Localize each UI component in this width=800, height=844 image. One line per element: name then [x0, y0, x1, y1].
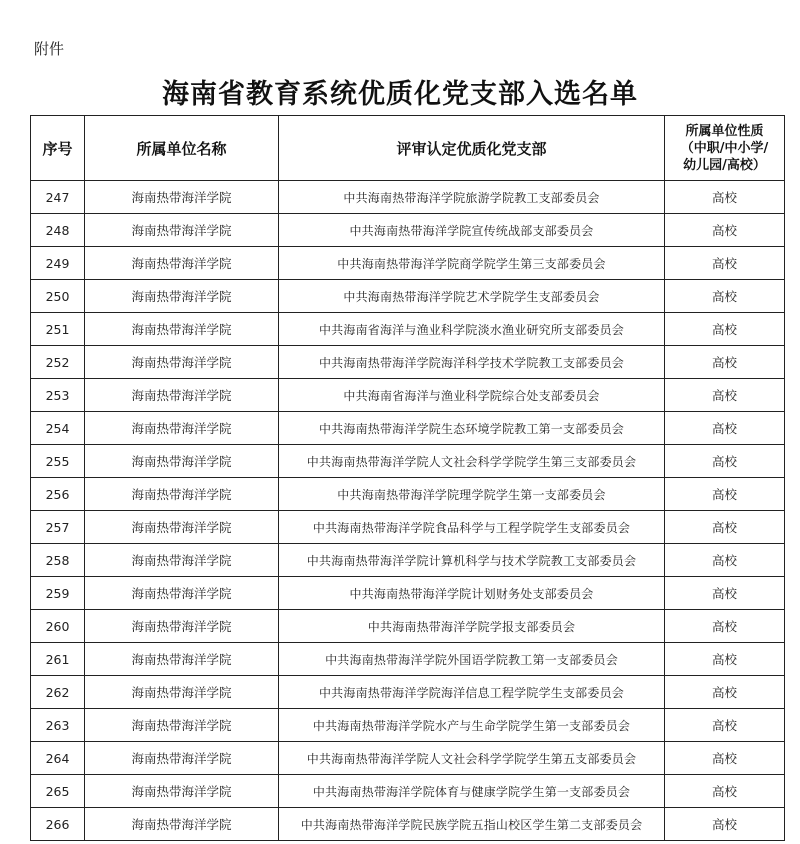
cell-unit: 海南热带海洋学院	[85, 379, 279, 412]
cell-branch: 中共海南热带海洋学院民族学院五指山校区学生第二支部委员会	[279, 808, 665, 841]
header-unit-type-line3: 幼儿园/高校）	[683, 157, 766, 173]
cell-seq: 258	[31, 544, 85, 577]
cell-unit-type: 高校	[665, 808, 785, 841]
table-row	[31, 346, 785, 379]
table-row	[31, 610, 785, 643]
cell-unit-type: 高校	[665, 412, 785, 445]
cell-seq: 247	[31, 181, 85, 214]
cell-unit-type: 高校	[665, 478, 785, 511]
cell-unit: 海南热带海洋学院	[85, 346, 279, 379]
cell-unit: 海南热带海洋学院	[85, 808, 279, 841]
table-row	[31, 247, 785, 280]
table-row	[31, 511, 785, 544]
cell-unit: 海南热带海洋学院	[85, 742, 279, 775]
table-row	[31, 643, 785, 676]
cell-seq: 249	[31, 247, 85, 280]
cell-branch: 中共海南热带海洋学院商学院学生第三支部委员会	[279, 247, 665, 280]
cell-branch: 中共海南热带海洋学院水产与生命学院学生第一支部委员会	[279, 709, 665, 742]
cell-seq: 266	[31, 808, 85, 841]
cell-branch: 中共海南热带海洋学院人文社会科学学院学生第三支部委员会	[279, 445, 665, 478]
cell-unit-type: 高校	[665, 610, 785, 643]
cell-unit-type: 高校	[665, 742, 785, 775]
selection-list-table	[30, 115, 785, 841]
cell-seq: 255	[31, 445, 85, 478]
cell-branch: 中共海南热带海洋学院海洋科学技术学院教工支部委员会	[279, 346, 665, 379]
cell-branch: 中共海南热带海洋学院理学院学生第一支部委员会	[279, 478, 665, 511]
cell-seq: 250	[31, 280, 85, 313]
document-title: 海南省教育系统优质化党支部入选名单	[162, 79, 638, 110]
cell-branch: 中共海南热带海洋学院计划财务处支部委员会	[279, 577, 665, 610]
cell-branch: 中共海南热带海洋学院外国语学院教工第一支部委员会	[279, 643, 665, 676]
table-row	[31, 742, 785, 775]
cell-seq: 263	[31, 709, 85, 742]
cell-branch: 中共海南热带海洋学院海洋信息工程学院学生支部委员会	[279, 676, 665, 709]
cell-branch: 中共海南省海洋与渔业科学院淡水渔业研究所支部委员会	[279, 313, 665, 346]
cell-unit-type: 高校	[665, 643, 785, 676]
cell-unit-type: 高校	[665, 313, 785, 346]
header-seq: 序号	[31, 116, 85, 181]
header-unit: 所属单位名称	[85, 116, 279, 181]
cell-unit-type: 高校	[665, 676, 785, 709]
table-row	[31, 181, 785, 214]
cell-unit: 海南热带海洋学院	[85, 313, 279, 346]
cell-unit: 海南热带海洋学院	[85, 544, 279, 577]
table-row	[31, 775, 785, 808]
cell-unit-type: 高校	[665, 709, 785, 742]
cell-unit: 海南热带海洋学院	[85, 445, 279, 478]
cell-unit: 海南热带海洋学院	[85, 280, 279, 313]
attachment-label: 附件	[34, 40, 65, 58]
cell-unit: 海南热带海洋学院	[85, 610, 279, 643]
cell-seq: 262	[31, 676, 85, 709]
header-branch: 评审认定优质化党支部	[279, 116, 665, 181]
cell-branch: 中共海南热带海洋学院艺术学院学生支部委员会	[279, 280, 665, 313]
cell-unit-type: 高校	[665, 379, 785, 412]
cell-branch: 中共海南省海洋与渔业科学院综合处支部委员会	[279, 379, 665, 412]
header-unit-type-line1: 所属单位性质	[685, 123, 764, 139]
cell-seq: 265	[31, 775, 85, 808]
header-unit-type	[665, 116, 785, 181]
cell-unit-type: 高校	[665, 214, 785, 247]
cell-seq: 252	[31, 346, 85, 379]
table-header-row	[31, 116, 785, 181]
cell-unit-type: 高校	[665, 445, 785, 478]
cell-unit-type: 高校	[665, 280, 785, 313]
cell-unit-type: 高校	[665, 346, 785, 379]
table-row	[31, 544, 785, 577]
cell-seq: 253	[31, 379, 85, 412]
table-row	[31, 214, 785, 247]
cell-seq: 254	[31, 412, 85, 445]
table-row	[31, 577, 785, 610]
cell-unit: 海南热带海洋学院	[85, 676, 279, 709]
cell-unit: 海南热带海洋学院	[85, 412, 279, 445]
table-row	[31, 313, 785, 346]
cell-seq: 248	[31, 214, 85, 247]
table-row	[31, 808, 785, 841]
cell-unit: 海南热带海洋学院	[85, 214, 279, 247]
cell-unit: 海南热带海洋学院	[85, 247, 279, 280]
cell-seq: 264	[31, 742, 85, 775]
cell-unit-type: 高校	[665, 544, 785, 577]
cell-branch: 中共海南热带海洋学院宣传统战部支部委员会	[279, 214, 665, 247]
table-row	[31, 280, 785, 313]
table-row	[31, 709, 785, 742]
cell-seq: 260	[31, 610, 85, 643]
cell-unit-type: 高校	[665, 247, 785, 280]
cell-unit-type: 高校	[665, 577, 785, 610]
cell-branch: 中共海南热带海洋学院旅游学院教工支部委员会	[279, 181, 665, 214]
cell-seq: 256	[31, 478, 85, 511]
cell-unit: 海南热带海洋学院	[85, 709, 279, 742]
cell-unit: 海南热带海洋学院	[85, 511, 279, 544]
table-row	[31, 676, 785, 709]
cell-branch: 中共海南热带海洋学院生态环境学院教工第一支部委员会	[279, 412, 665, 445]
header-unit-type-line2: （中职/中小学/	[680, 140, 769, 156]
cell-seq: 261	[31, 643, 85, 676]
cell-seq: 257	[31, 511, 85, 544]
cell-unit: 海南热带海洋学院	[85, 577, 279, 610]
table-row	[31, 412, 785, 445]
cell-unit-type: 高校	[665, 775, 785, 808]
table-row	[31, 478, 785, 511]
cell-unit-type: 高校	[665, 181, 785, 214]
cell-unit: 海南热带海洋学院	[85, 775, 279, 808]
cell-branch: 中共海南热带海洋学院计算机科学与技术学院教工支部委员会	[279, 544, 665, 577]
table-row	[31, 445, 785, 478]
cell-unit: 海南热带海洋学院	[85, 643, 279, 676]
cell-unit-type: 高校	[665, 511, 785, 544]
cell-unit: 海南热带海洋学院	[85, 478, 279, 511]
cell-seq: 259	[31, 577, 85, 610]
cell-unit: 海南热带海洋学院	[85, 181, 279, 214]
cell-branch: 中共海南热带海洋学院人文社会科学学院学生第五支部委员会	[279, 742, 665, 775]
cell-seq: 251	[31, 313, 85, 346]
table-row	[31, 379, 785, 412]
cell-branch: 中共海南热带海洋学院食品科学与工程学院学生支部委员会	[279, 511, 665, 544]
cell-branch: 中共海南热带海洋学院体育与健康学院学生第一支部委员会	[279, 775, 665, 808]
cell-branch: 中共海南热带海洋学院学报支部委员会	[279, 610, 665, 643]
